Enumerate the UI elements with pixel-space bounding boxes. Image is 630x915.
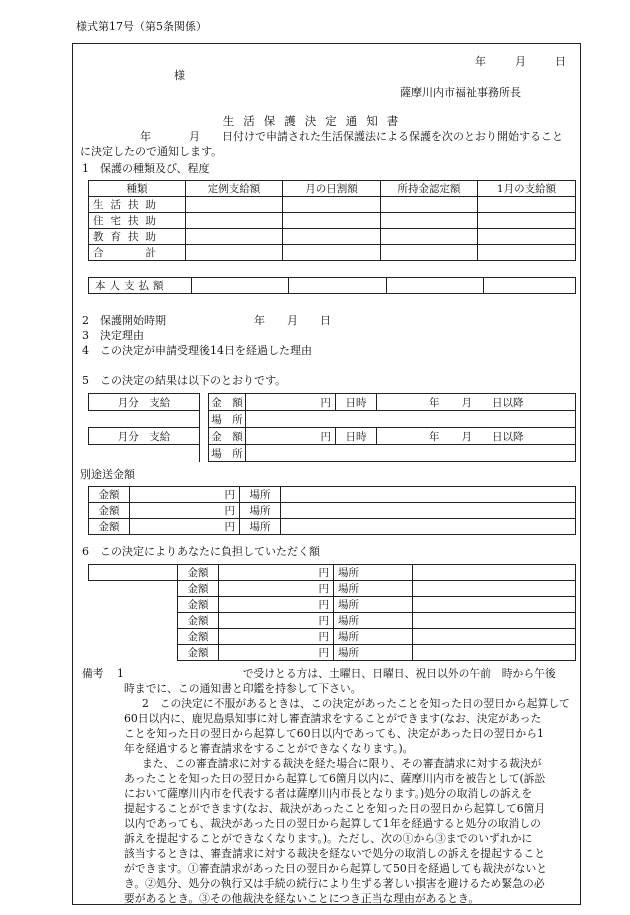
table-row: [89, 394, 576, 411]
yen-label: 円: [219, 645, 334, 661]
amount-label: 金額: [178, 613, 219, 629]
place-label: 場所: [240, 503, 281, 519]
yen-label: 円: [219, 597, 334, 613]
pay-year: 年: [429, 430, 440, 443]
table-row: [89, 197, 576, 213]
amount-label: 金額: [178, 645, 219, 661]
amount-label: 金額: [178, 597, 219, 613]
remark-line: ことを知った日の翌日から起算して60日以内であっても、決定があった日の翌日から1: [124, 727, 544, 740]
period-label: 月分 支給: [89, 428, 200, 445]
table-row: [89, 645, 576, 661]
section2-day: 日: [320, 314, 331, 327]
pay-month: 月: [461, 430, 472, 443]
amount-label: 金額: [89, 487, 130, 503]
aid-type-table: [88, 180, 576, 261]
self-payment-label: 本人支払額: [89, 278, 192, 294]
intro-line-1: [140, 128, 563, 144]
yen-label: 円: [130, 487, 240, 503]
yen-label: 円: [219, 581, 334, 597]
issuer: 薩摩川内市福祉事務所長: [400, 86, 521, 99]
separate-heading: 別途送金額: [80, 468, 135, 481]
remarks-label: 備考: [82, 667, 104, 680]
self-payment-table: [88, 277, 576, 294]
remark-line: 年を経過すると審査請求をすることができなくなります。)。: [124, 742, 414, 755]
remark-line: において薩摩川内市を代表する者は薩摩川内市長となります。)処分の取消しの訴えを: [124, 787, 533, 800]
place-label: 場所: [334, 613, 413, 629]
remark-line: 2 この決定に不服があるときは、この決定があったことを知った日の翌日から起算して: [142, 697, 570, 710]
table-row: [89, 503, 576, 519]
place-label: 場所: [334, 597, 413, 613]
amount-label: 金額: [178, 565, 219, 581]
col-header: 1月の支給額: [478, 181, 576, 197]
addressee: 様: [174, 69, 185, 82]
section5-heading: 5 この決定の結果は以下のとおりです。: [82, 374, 287, 387]
intro-text: 日付けで申請された生活保護法による保護を次のとおり開始すること: [222, 130, 563, 143]
burden-table: [88, 564, 576, 661]
payment-result-table: [88, 393, 576, 462]
table-row: [89, 487, 576, 503]
table-row: [89, 411, 576, 428]
remark-line: 要があるとき。③その他裁決を経ないことにつき正当な理由があるとき。: [124, 892, 480, 905]
amount-label: 金額: [178, 581, 219, 597]
table-row: [89, 629, 576, 645]
document-title: 生活保護決定通知書: [222, 114, 408, 128]
remark-line: 提起することができます(なお、裁決があったことを知った日の翌日から起算して6箇月: [124, 802, 546, 815]
pay-year: 年: [429, 396, 440, 409]
section6-heading: 6 この決定によりあなたに負担していただく額: [82, 545, 320, 558]
col-header: 所持金認定額: [381, 181, 478, 197]
section3-heading: 3 決定理由: [82, 329, 144, 342]
table-row: [89, 229, 576, 245]
yen-label: 円: [219, 613, 334, 629]
place-label: 場所: [334, 629, 413, 645]
row-label: 教育扶助: [89, 229, 186, 245]
yen-label: 円: [130, 519, 240, 535]
pay-month: 月: [461, 396, 472, 409]
place-label: 場所: [334, 565, 413, 581]
intro-year: 年: [140, 130, 151, 143]
intro-line-2: に決定したので通知します。: [80, 145, 223, 158]
table-row: [89, 213, 576, 229]
table-row: [89, 445, 576, 462]
section2: [82, 312, 331, 328]
yen-label: 円: [246, 394, 336, 411]
remark-line: また、この審査請求に対する裁決を経た場合に限り、その審査請求に対する裁決が: [142, 757, 542, 770]
amount-label: 金 額: [209, 428, 246, 445]
amount-label: 金額: [89, 519, 130, 535]
issue-date: [475, 53, 566, 69]
section2-month: 月: [287, 314, 298, 327]
table-row: [89, 519, 576, 535]
remark-line: 1 で受けとる方は、土曜日、日曜日、祝日以外の午前 時から午後: [117, 667, 556, 680]
remark-line: 該当するときは、審査請求に対する裁決を経ないで処分の取消しの訴えを提起すること: [124, 847, 546, 860]
month-label: 月: [515, 55, 526, 68]
place-label: 場所: [240, 519, 281, 535]
table-row: [89, 565, 576, 581]
remark-line: き。②処分、処分の執行又は手続の続行により生ずる著しい損害を避けるため緊急の必: [124, 877, 545, 890]
row-label-total: 合 計: [89, 245, 186, 261]
remark-line: 以内であっても、裁決があった日の翌日から起算して1年を経過すると処分の取消しの: [124, 817, 541, 830]
table-row: [89, 428, 576, 445]
amount-label: 金額: [89, 503, 130, 519]
year-label: 年: [475, 55, 486, 68]
separate-remittance-table: [88, 486, 576, 535]
place-label: 場所: [334, 581, 413, 597]
table-row: [89, 613, 576, 629]
section4-heading: 4 この決定が申請受理後14日を経過した理由: [82, 344, 312, 357]
pay-since: 日以降: [492, 430, 524, 443]
col-header: 定例支給額: [186, 181, 283, 197]
form-number: 様式第17号（第5条関係）: [76, 20, 207, 33]
col-header: 種類: [89, 181, 186, 197]
remark-line: 時までに、この通知書と印鑑を持参して下さい。: [124, 682, 362, 695]
remark-line: 60日以内に、鹿児島県知事に対し審査請求をすることができます(なお、決定があった: [124, 712, 542, 725]
section2-year: 年: [254, 314, 265, 327]
section1-heading: 1 保護の種類及び、程度: [82, 162, 210, 175]
yen-label: 円: [219, 565, 334, 581]
place-label: 場 所: [209, 445, 246, 462]
pay-since: 日以降: [492, 396, 524, 409]
amount-label: 金 額: [209, 394, 246, 411]
place-label: 場所: [240, 487, 281, 503]
yen-label: 円: [130, 503, 240, 519]
yen-label: 円: [246, 428, 336, 445]
amount-label: 金額: [178, 629, 219, 645]
day-label: 日: [555, 55, 566, 68]
table-row: [89, 597, 576, 613]
yen-label: 円: [219, 629, 334, 645]
place-label: 場所: [334, 645, 413, 661]
remark-line: 訴えを提起することができなくなります。)。ただし、次の①から③までのいずれかに: [124, 832, 533, 845]
intro-month: 月: [189, 130, 200, 143]
remark-line: ができます。①審査請求があった日の翌日から起算して50日を経過しても裁決がないと: [124, 862, 548, 875]
table-row: [89, 245, 576, 261]
datetime-label: 日時: [336, 428, 377, 445]
row-label: 生活扶助: [89, 197, 186, 213]
col-header: 月の日割額: [283, 181, 381, 197]
section2-heading: 2 保護開始時期: [82, 314, 166, 327]
table-row: [89, 581, 576, 597]
period-label: 月分 支給: [89, 394, 200, 411]
row-label: 住宅扶助: [89, 213, 186, 229]
place-label: 場 所: [209, 411, 246, 428]
remark-line: あったことを知った日の翌日から起算して6箇月以内に、薩摩川内市を被告として(訴訟: [124, 772, 546, 785]
datetime-label: 日時: [336, 394, 377, 411]
